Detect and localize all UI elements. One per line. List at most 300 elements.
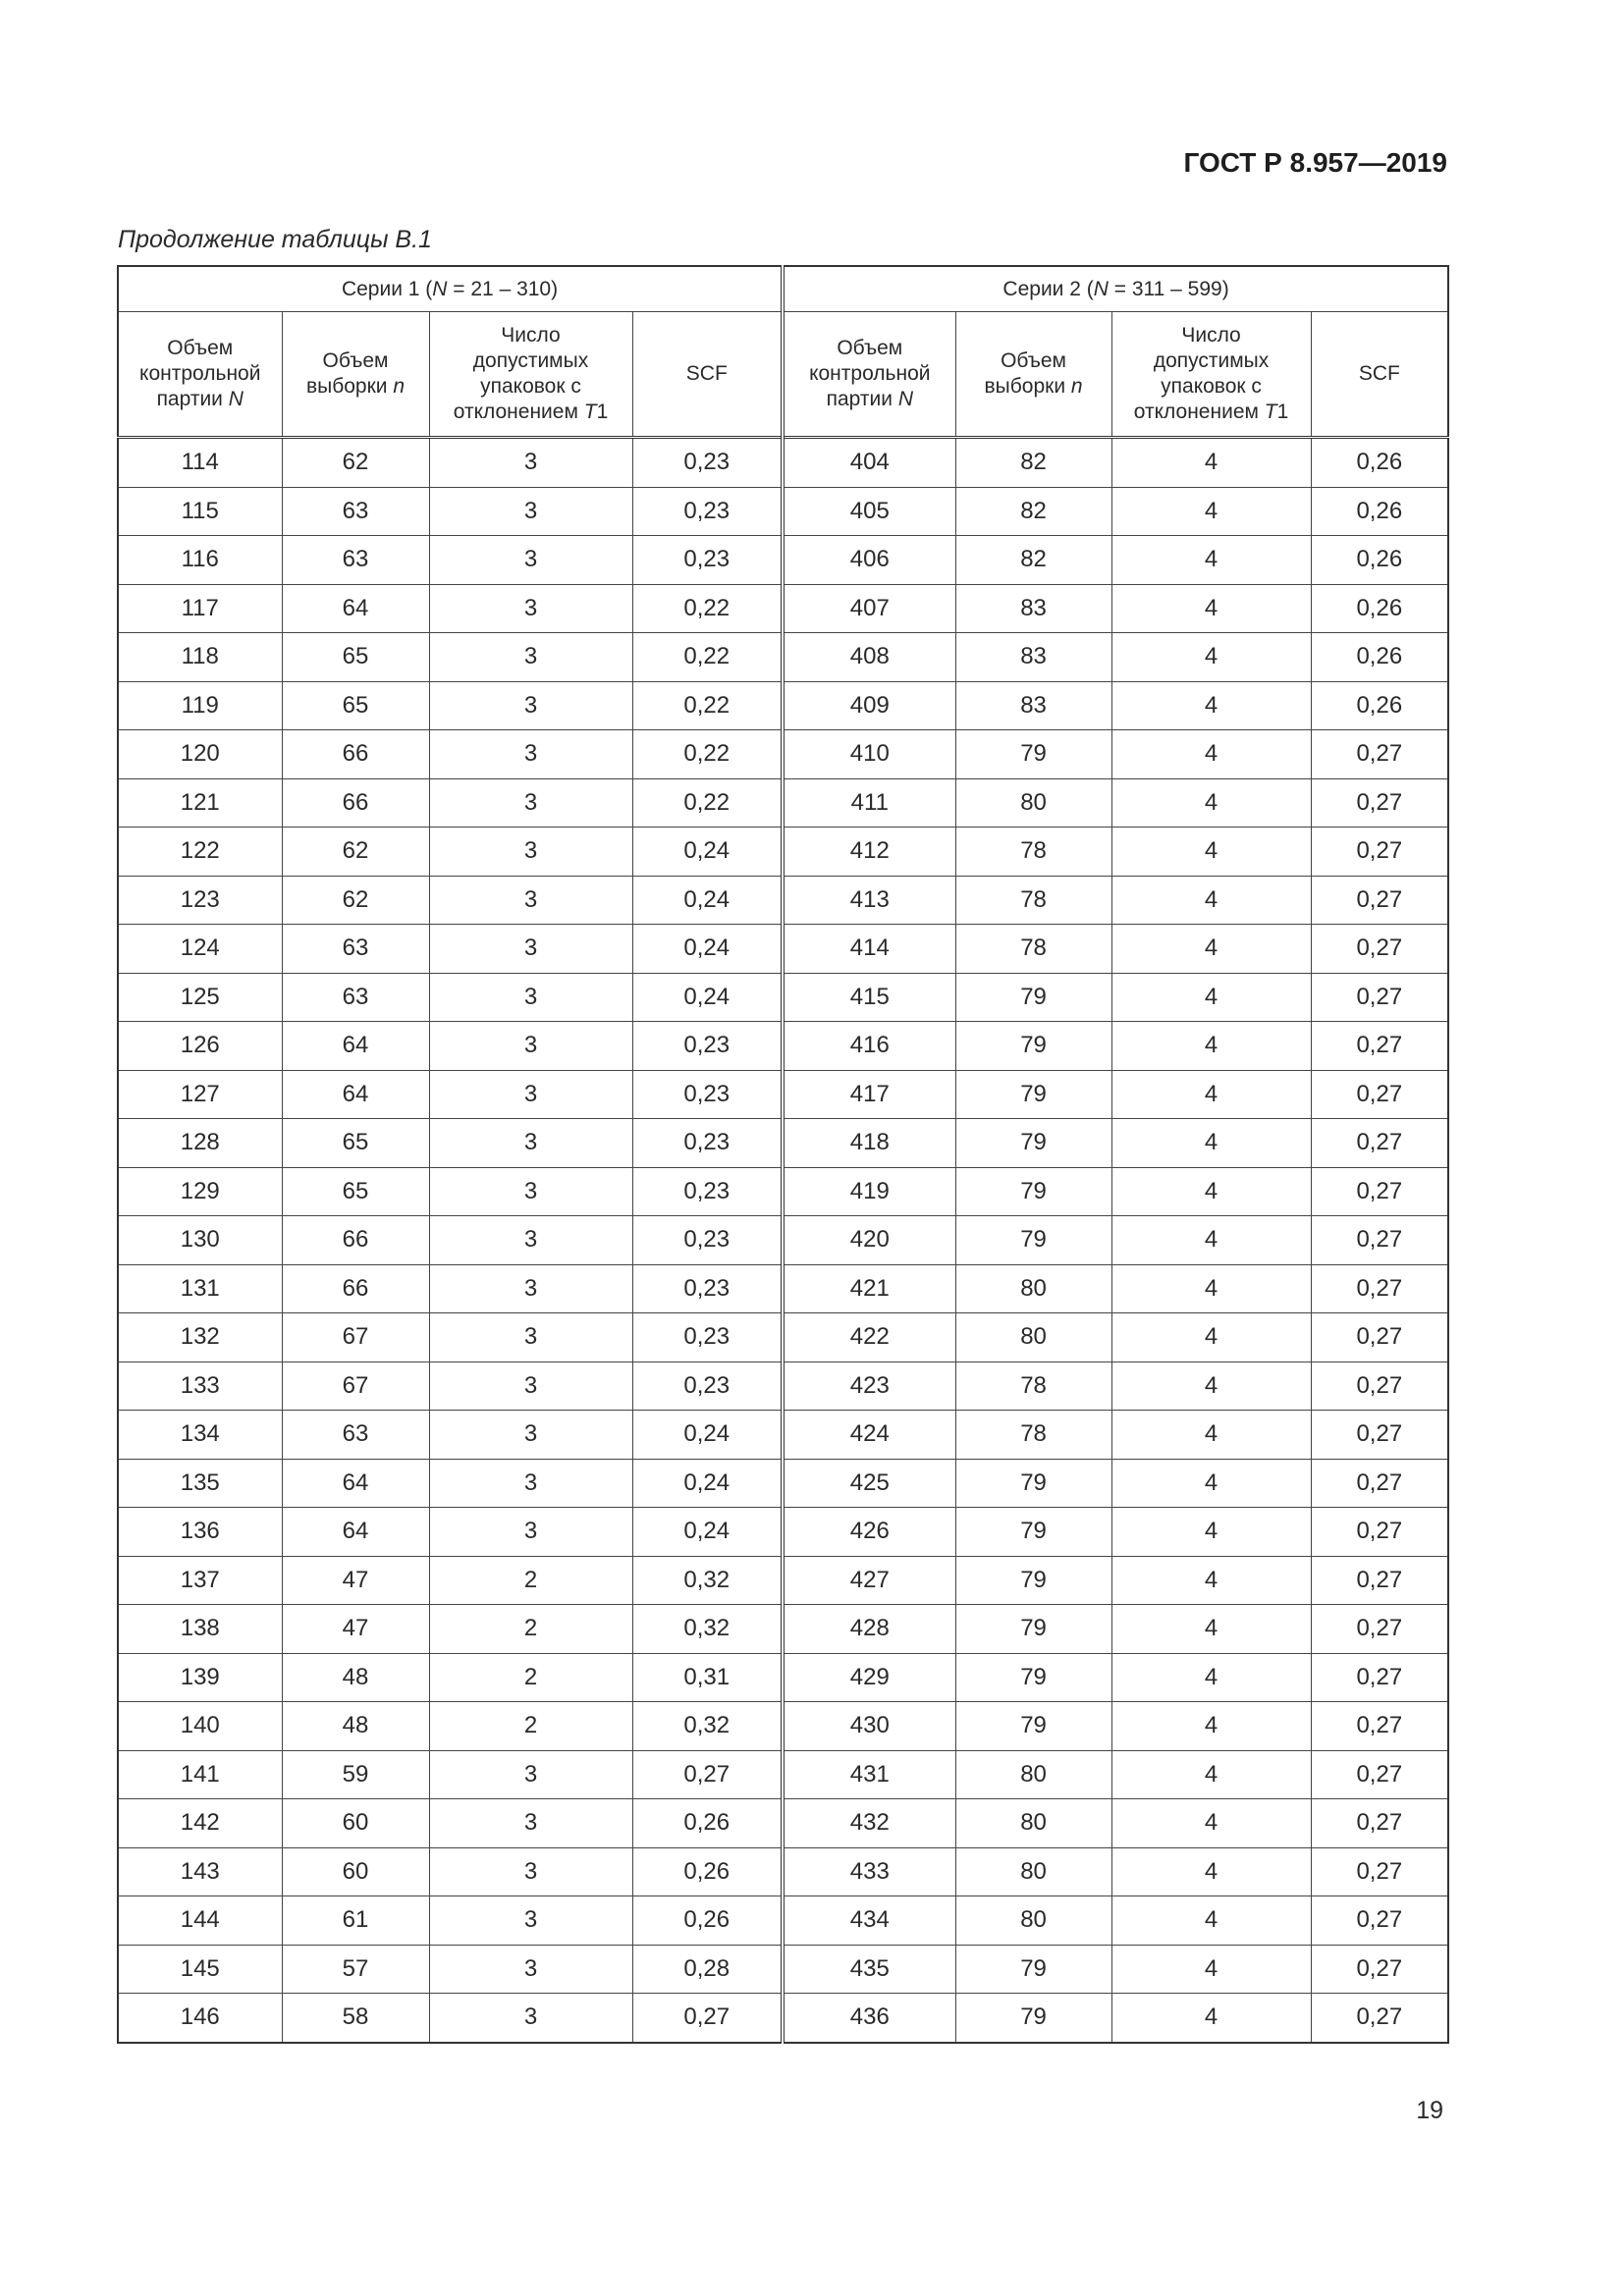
table-row — [118, 1022, 1448, 1071]
table-cell: 4 — [1111, 1508, 1311, 1557]
table-cell: 4 — [1111, 1022, 1311, 1071]
table-cell: 136 — [118, 1508, 282, 1557]
table-cell: 4 — [1111, 730, 1311, 779]
table-cell: 423 — [783, 1362, 955, 1411]
table-cell: 3 — [429, 1847, 632, 1896]
table-cell: 0,24 — [632, 828, 783, 877]
table-cell: 4 — [1111, 1994, 1311, 2043]
table-cell: 65 — [282, 1119, 429, 1168]
table-cell: 4 — [1111, 1119, 1311, 1168]
table-row — [118, 438, 1448, 488]
table-cell: 127 — [118, 1070, 282, 1119]
table-cell: 0,24 — [632, 973, 783, 1022]
page-number: 19 — [1416, 2097, 1443, 2124]
table-cell: 4 — [1111, 1847, 1311, 1896]
table-cell: 0,27 — [1311, 876, 1448, 925]
table-cell: 47 — [282, 1605, 429, 1654]
table-cell: 0,23 — [632, 1216, 783, 1265]
table-cell: 79 — [955, 1508, 1111, 1557]
table-cell: 4 — [1111, 1702, 1311, 1751]
table-cell: 0,27 — [1311, 1945, 1448, 1994]
table-cell: 4 — [1111, 438, 1311, 488]
table-cell: 2 — [429, 1556, 632, 1605]
table-row — [118, 778, 1448, 828]
table-cell: 4 — [1111, 487, 1311, 536]
table-cell: 130 — [118, 1216, 282, 1265]
table-cell: 422 — [783, 1313, 955, 1362]
table-cell: 64 — [282, 584, 429, 633]
table-cell: 4 — [1111, 876, 1311, 925]
table-cell: 117 — [118, 584, 282, 633]
table-cell: 0,27 — [1311, 730, 1448, 779]
table-cell: 0,27 — [1311, 1605, 1448, 1654]
table-cell: 0,22 — [632, 584, 783, 633]
column-header-row — [118, 312, 1448, 438]
table-cell: 414 — [783, 925, 955, 974]
table-cell: 64 — [282, 1022, 429, 1071]
table-cell: 66 — [282, 778, 429, 828]
table-row — [118, 1799, 1448, 1848]
table-row — [118, 1847, 1448, 1896]
table-cell: 78 — [955, 876, 1111, 925]
table-cell: 425 — [783, 1459, 955, 1508]
table-cell: 405 — [783, 487, 955, 536]
table-cell: 4 — [1111, 1264, 1311, 1313]
table-cell: 0,22 — [632, 730, 783, 779]
data-table — [117, 265, 1449, 2044]
table-cell: 0,27 — [1311, 1411, 1448, 1460]
table-cell: 0,27 — [632, 1750, 783, 1799]
table-cell: 126 — [118, 1022, 282, 1071]
table-cell: 63 — [282, 973, 429, 1022]
table-cell: 3 — [429, 1070, 632, 1119]
table-cell: 0,31 — [632, 1653, 783, 1702]
table-cell: 3 — [429, 828, 632, 877]
table-cell: 58 — [282, 1994, 429, 2043]
table-cell: 145 — [118, 1945, 282, 1994]
table-row — [118, 1070, 1448, 1119]
table-cell: 79 — [955, 1653, 1111, 1702]
table-cell: 120 — [118, 730, 282, 779]
table-cell: 66 — [282, 730, 429, 779]
table-cell: 62 — [282, 876, 429, 925]
table-cell: 82 — [955, 487, 1111, 536]
table-cell: 424 — [783, 1411, 955, 1460]
table-row — [118, 1945, 1448, 1994]
table-cell: 79 — [955, 1556, 1111, 1605]
table-cell: 0,23 — [632, 1070, 783, 1119]
table-cell: 417 — [783, 1070, 955, 1119]
table-cell: 79 — [955, 1459, 1111, 1508]
column-header-allowed-packages: Число допустимых упаковок с отклонением T1 — [429, 312, 632, 438]
table-cell: 66 — [282, 1216, 429, 1265]
table-cell: 62 — [282, 438, 429, 488]
table-cell: 137 — [118, 1556, 282, 1605]
table-cell: 78 — [955, 828, 1111, 877]
table-cell: 0,27 — [1311, 1750, 1448, 1799]
table-cell: 0,27 — [1311, 1896, 1448, 1946]
table-cell: 78 — [955, 1411, 1111, 1460]
table-cell: 0,23 — [632, 1167, 783, 1216]
table-row — [118, 1556, 1448, 1605]
table-cell: 83 — [955, 681, 1111, 730]
table-cell: 4 — [1111, 1799, 1311, 1848]
column-header-scf: SCF — [632, 312, 783, 438]
table-cell: 82 — [955, 438, 1111, 488]
table-cell: 132 — [118, 1313, 282, 1362]
table-cell: 0,24 — [632, 1508, 783, 1557]
table-cell: 419 — [783, 1167, 955, 1216]
table-cell: 48 — [282, 1702, 429, 1751]
table-cell: 65 — [282, 681, 429, 730]
table-cell: 4 — [1111, 925, 1311, 974]
table-cell: 119 — [118, 681, 282, 730]
table-cell: 79 — [955, 1605, 1111, 1654]
table-cell: 3 — [429, 1945, 632, 1994]
table-cell: 143 — [118, 1847, 282, 1896]
table-cell: 4 — [1111, 633, 1311, 682]
table-cell: 0,27 — [1311, 1264, 1448, 1313]
table-cell: 4 — [1111, 1605, 1311, 1654]
table-cell: 139 — [118, 1653, 282, 1702]
table-cell: 0,27 — [1311, 1847, 1448, 1896]
table-body — [118, 438, 1448, 2043]
table-cell: 3 — [429, 876, 632, 925]
table-cell: 67 — [282, 1313, 429, 1362]
table-row — [118, 487, 1448, 536]
table-cell: 140 — [118, 1702, 282, 1751]
table-cell: 0,27 — [1311, 1362, 1448, 1411]
table-cell: 129 — [118, 1167, 282, 1216]
table-cell: 80 — [955, 1799, 1111, 1848]
table-row — [118, 1362, 1448, 1411]
table-cell: 4 — [1111, 1313, 1311, 1362]
table-cell: 0,23 — [632, 438, 783, 488]
table-cell: 412 — [783, 828, 955, 877]
table-cell: 0,26 — [1311, 438, 1448, 488]
table-cell: 3 — [429, 973, 632, 1022]
table-cell: 65 — [282, 633, 429, 682]
column-header-scf: SCF — [1311, 312, 1448, 438]
table-cell: 3 — [429, 1264, 632, 1313]
table-row — [118, 1411, 1448, 1460]
table-cell: 63 — [282, 487, 429, 536]
table-row — [118, 1264, 1448, 1313]
table-cell: 3 — [429, 925, 632, 974]
table-cell: 4 — [1111, 1556, 1311, 1605]
table-cell: 407 — [783, 584, 955, 633]
table-cell: 3 — [429, 1119, 632, 1168]
table-cell: 78 — [955, 925, 1111, 974]
table-cell: 80 — [955, 1313, 1111, 1362]
table-cell: 413 — [783, 876, 955, 925]
table-row — [118, 828, 1448, 877]
table-cell: 0,27 — [1311, 1653, 1448, 1702]
table-cell: 4 — [1111, 584, 1311, 633]
table-cell: 0,26 — [1311, 536, 1448, 585]
table-cell: 0,27 — [1311, 1556, 1448, 1605]
table-cell: 3 — [429, 1167, 632, 1216]
table-cell: 4 — [1111, 1750, 1311, 1799]
table-cell: 118 — [118, 633, 282, 682]
table-cell: 0,27 — [1311, 1799, 1448, 1848]
table-cell: 0,22 — [632, 778, 783, 828]
table-cell: 0,23 — [632, 536, 783, 585]
table-cell: 3 — [429, 1362, 632, 1411]
table-cell: 0,26 — [632, 1847, 783, 1896]
table-cell: 426 — [783, 1508, 955, 1557]
table-cell: 78 — [955, 1362, 1111, 1411]
table-cell: 128 — [118, 1119, 282, 1168]
table-cell: 0,22 — [632, 681, 783, 730]
table-cell: 3 — [429, 1994, 632, 2043]
column-header-sample-size: Объем выборки n — [282, 312, 429, 438]
series-2-header: Серии 2 (N = 311 – 599) — [783, 266, 1448, 312]
table-cell: 79 — [955, 730, 1111, 779]
table-cell: 0,24 — [632, 925, 783, 974]
table-cell: 4 — [1111, 828, 1311, 877]
table-cell: 0,28 — [632, 1945, 783, 1994]
table-row — [118, 1653, 1448, 1702]
table-cell: 427 — [783, 1556, 955, 1605]
table-cell: 63 — [282, 925, 429, 974]
table-cell: 62 — [282, 828, 429, 877]
table-cell: 79 — [955, 973, 1111, 1022]
table-cell: 63 — [282, 1411, 429, 1460]
table-cell: 79 — [955, 1119, 1111, 1168]
table-cell: 431 — [783, 1750, 955, 1799]
table-cell: 0,27 — [632, 1994, 783, 2043]
table-cell: 79 — [955, 1070, 1111, 1119]
table-cell: 0,24 — [632, 876, 783, 925]
table-cell: 0,32 — [632, 1556, 783, 1605]
table-cell: 3 — [429, 1459, 632, 1508]
table-cell: 0,23 — [632, 1264, 783, 1313]
table-row — [118, 633, 1448, 682]
table-cell: 410 — [783, 730, 955, 779]
table-cell: 3 — [429, 1022, 632, 1071]
table-cell: 114 — [118, 438, 282, 488]
table-cell: 408 — [783, 633, 955, 682]
table-cell: 80 — [955, 1264, 1111, 1313]
series-1-header: Серии 1 (N = 21 – 310) — [118, 266, 783, 312]
table-cell: 0,26 — [632, 1896, 783, 1946]
table-cell: 0,22 — [632, 633, 783, 682]
table-cell: 0,32 — [632, 1702, 783, 1751]
table-row — [118, 1459, 1448, 1508]
column-header-allowed-packages: Число допустимых упаковок с отклонением T1 — [1111, 312, 1311, 438]
table-cell: 0,27 — [1311, 1313, 1448, 1362]
table-cell: 48 — [282, 1653, 429, 1702]
table-cell: 429 — [783, 1653, 955, 1702]
table-cell: 3 — [429, 1313, 632, 1362]
table-row — [118, 1896, 1448, 1946]
table-cell: 64 — [282, 1508, 429, 1557]
table-cell: 416 — [783, 1022, 955, 1071]
table-cell: 3 — [429, 487, 632, 536]
column-header-sample-size: Объем выборки n — [955, 312, 1111, 438]
table-cell: 121 — [118, 778, 282, 828]
table-cell: 0,32 — [632, 1605, 783, 1654]
table-row — [118, 925, 1448, 974]
table-row — [118, 1605, 1448, 1654]
table-cell: 406 — [783, 536, 955, 585]
table-row — [118, 1508, 1448, 1557]
table-cell: 0,27 — [1311, 1167, 1448, 1216]
table-cell: 4 — [1111, 681, 1311, 730]
table-cell: 2 — [429, 1702, 632, 1751]
table-cell: 131 — [118, 1264, 282, 1313]
table-row — [118, 1119, 1448, 1168]
table-cell: 3 — [429, 1750, 632, 1799]
table-caption: Продолжение таблицы В.1 — [118, 226, 432, 253]
table-cell: 0,26 — [1311, 633, 1448, 682]
table-cell: 124 — [118, 925, 282, 974]
table-cell: 0,26 — [632, 1799, 783, 1848]
table-row — [118, 584, 1448, 633]
table-cell: 0,23 — [632, 1362, 783, 1411]
table-cell: 411 — [783, 778, 955, 828]
table-cell: 4 — [1111, 1459, 1311, 1508]
table-cell: 0,27 — [1311, 828, 1448, 877]
table-cell: 0,23 — [632, 1313, 783, 1362]
table-cell: 3 — [429, 681, 632, 730]
table-cell: 79 — [955, 1994, 1111, 2043]
table-cell: 3 — [429, 584, 632, 633]
table-cell: 65 — [282, 1167, 429, 1216]
table-cell: 134 — [118, 1411, 282, 1460]
table-cell: 0,23 — [632, 1022, 783, 1071]
table-row — [118, 1994, 1448, 2043]
table-cell: 4 — [1111, 973, 1311, 1022]
table-row — [118, 730, 1448, 779]
table-cell: 3 — [429, 438, 632, 488]
table-cell: 3 — [429, 778, 632, 828]
table-cell: 79 — [955, 1022, 1111, 1071]
table-cell: 4 — [1111, 1411, 1311, 1460]
table-cell: 434 — [783, 1896, 955, 1946]
table-cell: 80 — [955, 1750, 1111, 1799]
table-row — [118, 973, 1448, 1022]
table-cell: 4 — [1111, 1362, 1311, 1411]
table-cell: 47 — [282, 1556, 429, 1605]
table-cell: 4 — [1111, 1167, 1311, 1216]
table-cell: 116 — [118, 536, 282, 585]
table-row — [118, 1313, 1448, 1362]
table-cell: 3 — [429, 1216, 632, 1265]
table-cell: 2 — [429, 1653, 632, 1702]
table-cell: 0,27 — [1311, 1022, 1448, 1071]
table-cell: 4 — [1111, 1653, 1311, 1702]
table-cell: 415 — [783, 973, 955, 1022]
table-cell: 435 — [783, 1945, 955, 1994]
table-cell: 80 — [955, 1896, 1111, 1946]
table-row — [118, 1167, 1448, 1216]
table-cell: 3 — [429, 1411, 632, 1460]
table-cell: 0,26 — [1311, 487, 1448, 536]
table-cell: 433 — [783, 1847, 955, 1896]
table-cell: 0,24 — [632, 1459, 783, 1508]
table-cell: 0,27 — [1311, 1459, 1448, 1508]
table-cell: 436 — [783, 1994, 955, 2043]
table-cell: 421 — [783, 1264, 955, 1313]
column-header-lot-size: Объем контрольной партии N — [783, 312, 955, 438]
table-cell: 115 — [118, 487, 282, 536]
series-header-row — [118, 266, 1448, 312]
table-cell: 125 — [118, 973, 282, 1022]
table-cell: 138 — [118, 1605, 282, 1654]
table-cell: 3 — [429, 1799, 632, 1848]
table-cell: 0,23 — [632, 487, 783, 536]
table-cell: 4 — [1111, 1896, 1311, 1946]
table-cell: 4 — [1111, 1945, 1311, 1994]
table-cell: 0,26 — [1311, 681, 1448, 730]
table-cell: 60 — [282, 1847, 429, 1896]
table-cell: 3 — [429, 1896, 632, 1946]
table-cell: 83 — [955, 584, 1111, 633]
table-cell: 135 — [118, 1459, 282, 1508]
table-cell: 122 — [118, 828, 282, 877]
table-row — [118, 681, 1448, 730]
table-cell: 146 — [118, 1994, 282, 2043]
table-cell: 0,27 — [1311, 1702, 1448, 1751]
table-cell: 0,24 — [632, 1411, 783, 1460]
table-row — [118, 536, 1448, 585]
table-cell: 0,26 — [1311, 584, 1448, 633]
table-cell: 133 — [118, 1362, 282, 1411]
table-cell: 67 — [282, 1362, 429, 1411]
table-cell: 79 — [955, 1702, 1111, 1751]
table-row — [118, 1702, 1448, 1751]
table-cell: 432 — [783, 1799, 955, 1848]
table-cell: 4 — [1111, 1070, 1311, 1119]
table-cell: 418 — [783, 1119, 955, 1168]
table-cell: 3 — [429, 1508, 632, 1557]
table-cell: 82 — [955, 536, 1111, 585]
table-cell: 83 — [955, 633, 1111, 682]
table-cell: 4 — [1111, 536, 1311, 585]
table-cell: 0,27 — [1311, 1070, 1448, 1119]
table-cell: 57 — [282, 1945, 429, 1994]
table-cell: 0,27 — [1311, 973, 1448, 1022]
table-cell: 3 — [429, 536, 632, 585]
table-cell: 2 — [429, 1605, 632, 1654]
table-cell: 0,27 — [1311, 1119, 1448, 1168]
table-cell: 0,27 — [1311, 1994, 1448, 2043]
table-cell: 123 — [118, 876, 282, 925]
table-cell: 0,27 — [1311, 778, 1448, 828]
table-row — [118, 1216, 1448, 1265]
table-cell: 0,27 — [1311, 925, 1448, 974]
table-cell: 79 — [955, 1945, 1111, 1994]
table-row — [118, 876, 1448, 925]
table-cell: 3 — [429, 730, 632, 779]
table-cell: 4 — [1111, 1216, 1311, 1265]
table-cell: 420 — [783, 1216, 955, 1265]
table-cell: 80 — [955, 778, 1111, 828]
table-row — [118, 1750, 1448, 1799]
table-cell: 64 — [282, 1459, 429, 1508]
document-code: ГОСТ Р 8.957—2019 — [1183, 147, 1447, 178]
table-cell: 0,23 — [632, 1119, 783, 1168]
table-cell: 430 — [783, 1702, 955, 1751]
table-cell: 141 — [118, 1750, 282, 1799]
table-cell: 79 — [955, 1216, 1111, 1265]
table-cell: 428 — [783, 1605, 955, 1654]
table-cell: 0,27 — [1311, 1216, 1448, 1265]
table-cell: 60 — [282, 1799, 429, 1848]
table-cell: 80 — [955, 1847, 1111, 1896]
